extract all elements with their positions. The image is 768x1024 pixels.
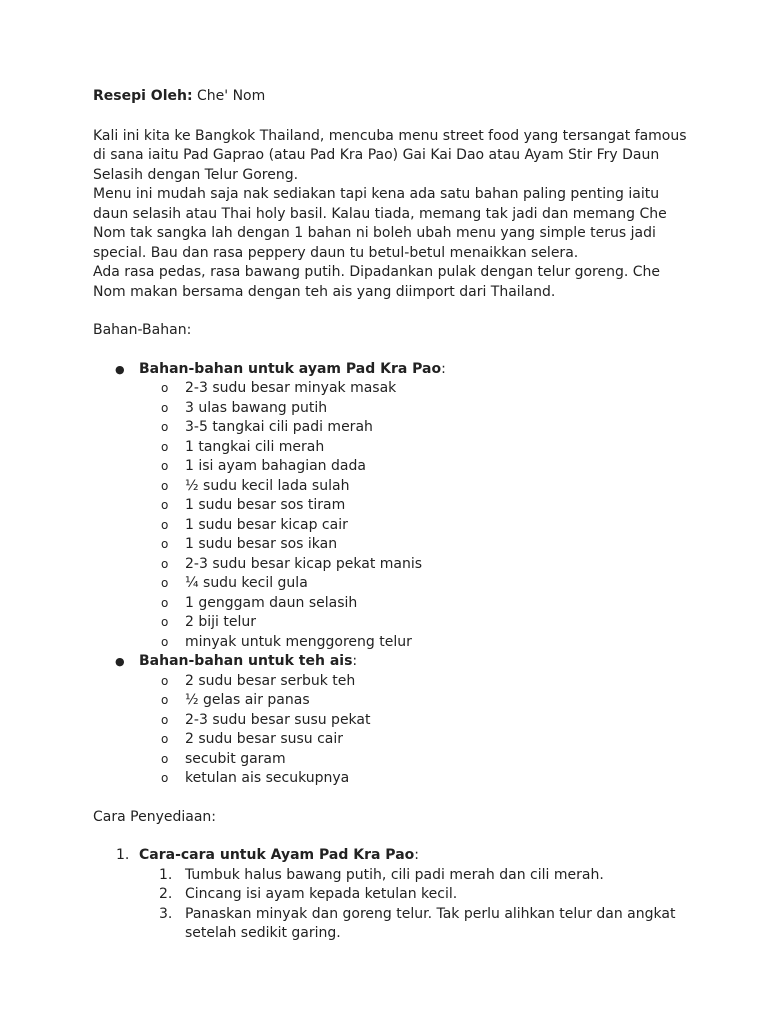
preparation-step xyxy=(139,866,693,886)
ingredient-item xyxy=(139,457,693,477)
ingredient-group-teh-ais xyxy=(93,652,693,789)
ingredient-text: ½ gelas air panas xyxy=(185,692,310,708)
author-colon: : xyxy=(186,88,193,104)
intro-paragraph: Ada rasa pedas, rasa bawang putih. Dipadankan pulak dengan telur goreng. Che Nom makan bersama dengan teh ais yang diimport dari Thailand. xyxy=(93,264,661,300)
ingredient-text: 2 biji telur xyxy=(185,614,256,630)
group-title-colon: : xyxy=(441,360,446,377)
bullet-icon: ● xyxy=(115,655,125,668)
ingredient-item xyxy=(139,438,693,458)
ingredient-item xyxy=(139,535,693,555)
ingredient-text: 2-3 sudu besar kicap pekat manis xyxy=(185,555,423,572)
circle-bullet-icon: o xyxy=(161,634,169,649)
ingredient-text: ½ sudu kecil lada sulah xyxy=(185,477,350,494)
intro-paragraph: Menu ini mudah saja nak sediakan tapi kena ada satu bahan paling penting iaitu daun selasih atau Thai holy basil. Kalau tiada, memang tak jadi dan memang Che Nom tak sangka lah dengan 1 bahan ni boleh ubah menu yang simple terus jadi special. Bau dan rasa peppery daun tu betul-betul menaikkan selera. xyxy=(93,186,667,261)
step-text: Tumbuk halus bawang putih, cili padi merah dan cili merah. xyxy=(185,866,604,883)
bullet-icon: ● xyxy=(115,362,125,376)
ingredient-text: ¼ sudu kecil gula xyxy=(185,575,308,591)
circle-bullet-icon: o xyxy=(161,459,169,473)
preparation-list xyxy=(93,846,693,944)
circle-bullet-icon: o xyxy=(161,556,169,571)
ingredient-item xyxy=(139,555,693,575)
intro-paragraph: Kali ini kita ke Bangkok Thailand, mencuba menu street food yang tersangat famous di sana iaitu Pad Gaprao (atau Pad Kra Pao) Gai Kai Dao atau Ayam Stir Fry Daun Selasih dengan Telur Goreng. xyxy=(93,127,687,183)
ingredient-group-title: Bahan-bahan untuk ayam Pad Kra Pao xyxy=(139,360,442,377)
ingredient-text: 2 sudu besar serbuk teh xyxy=(185,672,356,689)
circle-bullet-icon: o xyxy=(161,420,169,434)
ingredient-text: 2-3 sudu besar susu pekat xyxy=(185,711,371,728)
step-number: 2. xyxy=(159,886,173,902)
ingredient-item xyxy=(139,477,693,497)
preparation-group-title: Cara-cara untuk Ayam Pad Kra Pao xyxy=(139,847,415,863)
circle-bullet-icon: o xyxy=(161,439,169,454)
author-label: Resepi Oleh xyxy=(93,88,187,104)
circle-bullet-icon: o xyxy=(161,615,169,629)
preparation-steps xyxy=(139,866,693,944)
author-line xyxy=(93,87,693,107)
ingredient-item xyxy=(139,516,693,536)
ingredient-item xyxy=(139,711,693,731)
ingredient-item xyxy=(139,672,693,692)
ingredient-text: 3 ulas bawang putih xyxy=(185,399,328,416)
step-text: Cincang isi ayam kepada ketulan kecil. xyxy=(185,886,458,902)
circle-bullet-icon: o xyxy=(161,517,169,532)
ingredient-item xyxy=(139,769,693,789)
circle-bullet-icon: o xyxy=(161,712,169,727)
preparation-heading: Cara Penyediaan: xyxy=(93,808,216,825)
circle-bullet-icon: o xyxy=(161,673,169,688)
group-title-colon: : xyxy=(414,847,419,863)
ingredient-text: 1 tangkai cili merah xyxy=(185,438,325,455)
circle-bullet-icon: o xyxy=(161,498,169,512)
preparation-step xyxy=(139,905,693,944)
ingredient-item xyxy=(139,399,693,419)
ingredient-item xyxy=(139,496,693,516)
circle-bullet-icon: o xyxy=(161,400,169,415)
ingredient-text: 1 genggam daun selasih xyxy=(185,594,358,611)
circle-bullet-icon: o xyxy=(161,381,169,395)
circle-bullet-icon: o xyxy=(161,693,169,707)
intro-text xyxy=(93,127,693,303)
ingredient-items xyxy=(139,379,693,652)
circle-bullet-icon: o xyxy=(161,771,169,785)
document-page xyxy=(93,87,693,944)
preparation-group-ayam xyxy=(93,846,693,944)
ingredient-text: secubit garam xyxy=(185,750,286,767)
ingredient-item xyxy=(139,633,693,653)
ingredient-text: 1 sudu besar kicap cair xyxy=(185,516,348,533)
circle-bullet-icon: o xyxy=(161,595,169,610)
ingredient-item xyxy=(139,418,693,438)
ingredient-item xyxy=(139,750,693,770)
circle-bullet-icon: o xyxy=(161,732,169,746)
ingredient-text: ketulan ais secukupnya xyxy=(185,770,350,786)
ingredient-item xyxy=(139,574,693,594)
ingredient-item xyxy=(139,613,693,633)
ingredient-text: 1 isi ayam bahagian dada xyxy=(185,458,366,474)
step-text: Panaskan minyak dan goreng telur. Tak perlu alihkan telur dan angkat setelah sedikit garing. xyxy=(185,905,676,941)
circle-bullet-icon: o xyxy=(161,537,169,551)
ingredient-text: minyak untuk menggoreng telur xyxy=(185,633,412,650)
ingredient-text: 3-5 tangkai cili padi merah xyxy=(185,419,373,435)
ingredient-item xyxy=(139,691,693,711)
step-number: 1. xyxy=(159,866,173,883)
ingredient-item xyxy=(139,730,693,750)
ingredient-group-ayam xyxy=(93,360,693,653)
ingredient-item xyxy=(139,379,693,399)
ingredient-group-title: Bahan-bahan untuk teh ais xyxy=(139,653,353,669)
ingredient-text: 2-3 sudu besar minyak masak xyxy=(185,380,397,396)
step-number: 3. xyxy=(159,905,173,922)
ingredient-items xyxy=(139,672,693,789)
circle-bullet-icon: o xyxy=(161,576,169,590)
ingredients-list xyxy=(93,360,693,789)
circle-bullet-icon: o xyxy=(161,751,169,766)
circle-bullet-icon: o xyxy=(161,478,169,493)
ingredients-heading: Bahan-Bahan: xyxy=(93,322,192,338)
ingredient-text: 1 sudu besar sos ikan xyxy=(185,536,338,552)
ingredient-text: 2 sudu besar susu cair xyxy=(185,731,344,747)
ingredient-text: 1 sudu besar sos tiram xyxy=(185,497,346,513)
ingredient-item xyxy=(139,594,693,614)
author-name: Che' Nom xyxy=(192,88,266,104)
preparation-step xyxy=(139,885,693,905)
group-number: 1. xyxy=(116,847,130,863)
group-title-colon: : xyxy=(352,653,358,669)
